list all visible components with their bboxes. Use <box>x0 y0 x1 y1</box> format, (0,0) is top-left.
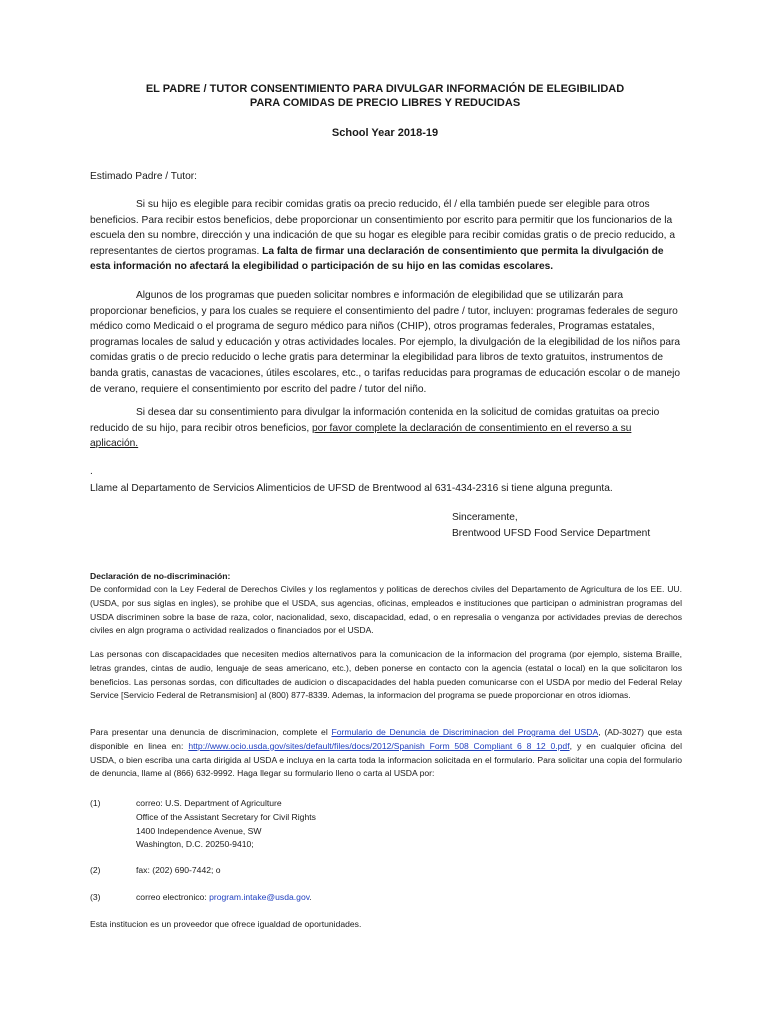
salutation: Estimado Padre / Tutor: <box>90 171 198 182</box>
email-suffix: . <box>309 892 312 902</box>
mail-line: 1400 Independence Avenue, SW <box>136 825 262 836</box>
mail-line: correo: U.S. Department of Agriculture <box>136 798 282 808</box>
complaint-form-link[interactable]: Formulario de Denuncia de Discriminacion del Programa del USDA <box>331 727 599 737</box>
equal-opportunity-statement: Esta institucion es un proveedor que ofrece igualdad de oportunidades. <box>90 919 362 929</box>
item-number: (3) <box>90 892 101 902</box>
paragraph-eligibility <box>90 197 682 275</box>
contact-sentence: Llame al Departamento de Servicios Alimenticios de UFSD de Brentwood al 631-434-2316 si tiene alguna pregunta. <box>90 483 613 494</box>
nondiscrimination-paragraph-3 <box>90 726 682 781</box>
item-number: (2) <box>90 865 101 875</box>
closing-text: Sinceramente, <box>452 512 518 523</box>
paragraph-consent-text: Si desea dar su consentimiento para divulgar la información contenida en la solicitud de comidas gratuitas oa precio reducido de su hijo, para recibir otros beneficios, <box>90 407 660 434</box>
paragraph-programs-text: Algunos de los programas que pueden solicitar nombres e información de elegibilidad que se utilizarán para proporcionar beneficios, y para los cuales se requiere el consentimiento del padre / tutor, incluyen: programas federales de seguro médico como Medicaid o el programa de seguro médico para niños (CHIP), otros programas federales, Programas estatales, programas locales de salud y educación y otras actividades locales. Por ejemplo, la divulgación de la elegibilidad de los niños para comidas gratis o de precio reducido o leche gratis para determinar la elegibilidad para libros de texto gratuitos, instrumentos de banda gratis, canastas de vacaciones, útiles escolares, etc., o tarifas reducidas para programas de educación escolar o de manejo de verano, requiere el consentimiento por escrito del padre / tutor del niño. <box>90 290 681 395</box>
nd3-text-a: Para presentar una denuncia de discriminacion, complete el <box>90 727 332 737</box>
email-line <box>136 891 636 905</box>
paragraph-eligibility-text: Si su hijo es elegible para recibir comidas gratis oa precio reducido, él / ella también puede ser elegible para otros beneficios. Para recibir estos beneficios, debe proporcionar un consentimiento por escrito para permitir que los funcionarios de la escuela den su nombre, dirección y una indicación de que su hogar es elegible para recibir comidas gratis o de precio reducido, a representantes de ciertos programas. <box>90 199 675 257</box>
email-prefix: correo electronico: <box>136 892 210 902</box>
document-title-line1: EL PADRE / TUTOR CONSENTIMIENTO PARA DIVULGAR INFORMACIÓN DE ELEGIBILIDAD <box>145 83 625 95</box>
nondiscrimination-heading: Declaración de no-discriminación: <box>90 571 231 581</box>
paragraph-eligibility-bold: La falta de firmar una declaración de consentimiento que permita la divulgación de esta información no afectará la elegibilidad o participación de su hijo en las comidas escolares. <box>90 245 664 273</box>
paragraph-programs <box>90 288 682 397</box>
mail-address <box>136 797 636 852</box>
fax-text: fax: (202) 690-7442; o <box>136 865 221 875</box>
stray-period: . <box>90 466 93 477</box>
mail-line: Office of the Assistant Secretary for Civil Rights <box>136 811 316 822</box>
document-title-line2: PARA COMIDAS DE PRECIO LIBRES Y REDUCIDAS <box>249 97 521 109</box>
paragraph-consent <box>90 405 682 452</box>
signer-name: Brentwood UFSD Food Service Department <box>452 527 651 539</box>
consent-instruction-underlined: por favor complete la declaración de consentimiento en el reverso a su aplicación. <box>90 422 632 450</box>
item-number: (1) <box>90 798 101 808</box>
email-link[interactable]: program.intake@usda.gov <box>209 892 310 902</box>
school-year: School Year 2018-19 <box>331 127 439 139</box>
nd3-text-c: , y en cualquier oficina del USDA, o bien escriba una carta dirigida al USDA e incluya en la carta toda la informacion solicitada en el formulario. Para solicitar una copia del formulario de denuncia, llame al (866) 632-9992. Haga llegar su formulario lleno o carta al USDA por: <box>90 740 682 779</box>
complaint-form-url-link[interactable]: http://www.ocio.usda.gov/sites/default/files/docs/2012/Spanish_Form_508_Compliant_6_8_12_0.pdf <box>188 740 570 751</box>
nondiscrimination-paragraph-2: Las personas con discapacidades que necesiten medios alternativos para la comunicacion de la informacion del programa (por ejemplo, sistema Braille, letras grandes, cintas de audio, lenguaje de seas americano, etc.), deben ponerse en contacto con la agencia (estatal o local) en la que solicitaron los beneficios. Las personas sordas, con dificultades de audicion o discapacidades del habla pueden comunicarse con el USDA por medio del Federal Relay Service [Servicio Federal de Retransmision] al (800) 877-8339. Ademas, la informacion del programa se puede proporcionar en otros idiomas. <box>90 649 682 701</box>
mail-line: Washington, D.C. 20250-9410; <box>136 839 254 850</box>
nd3-text-b: , (AD-3027) que esta disponible en linea en: <box>90 727 683 751</box>
signature-block <box>452 510 650 541</box>
nondiscrimination-paragraph-1: De conformidad con la Ley Federal de Derechos Civiles y los reglamentos y politicas de derechos civiles del Departamento de Agricultura de los EE. UU. (USDA, por sus siglas en ingles), se prohibe que el USDA, sus agencias, oficinas, empleados e instituciones que participan o administran programas del USDA discriminen sobre la base de raza, color, nacionalidad, sexo, discapacidad, edad, o en represalia o venganza por actividades previas de derechos civiles en algn programa o actividad realizados o financiados por el USDA. <box>90 584 682 636</box>
